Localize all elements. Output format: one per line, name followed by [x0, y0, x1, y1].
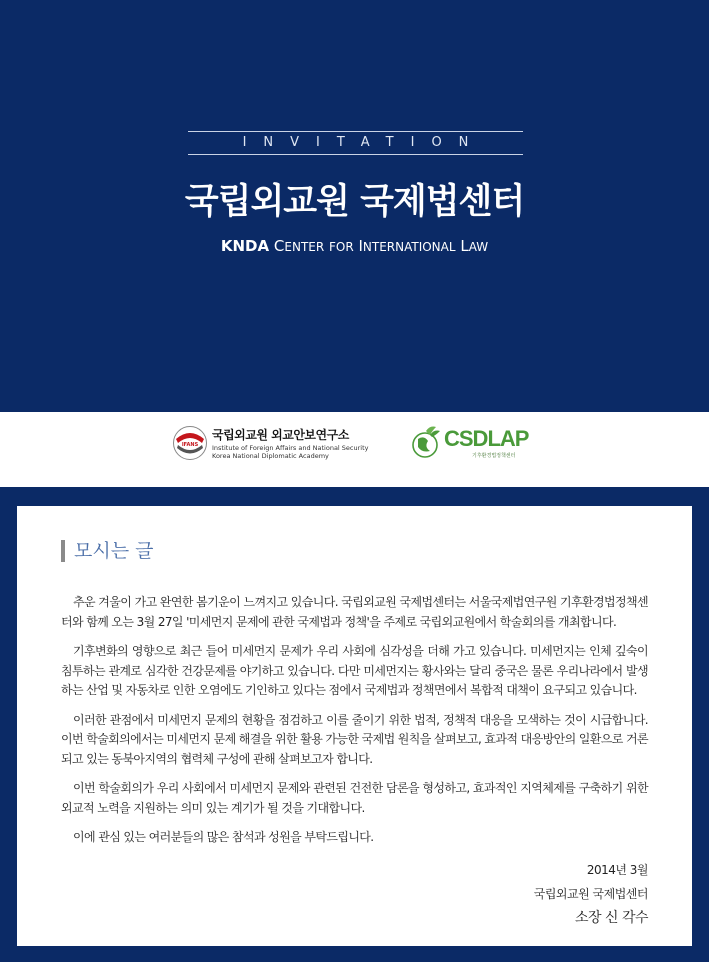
csdlap-subtitle: 기후환경법정책센터 [472, 453, 516, 459]
subtitle-word-nternational: NTERNATIONAL [362, 240, 456, 254]
ifans-logo [172, 425, 372, 469]
subtitle-cap-c: C [273, 237, 285, 255]
csdlap-logo [410, 423, 530, 467]
ifans-name-en-1: Institute of Foreign Affairs and National Security [212, 444, 369, 452]
invitation-label: INVITATION [188, 131, 523, 155]
subtitle-cap-i: I [358, 237, 363, 255]
csdlap-globe-icon [410, 423, 444, 463]
ifans-emblem-text: IFANS [181, 442, 199, 448]
ifans-name-kr: 국립외교원 외교안보연구소 [212, 428, 349, 442]
subtitle-word-for: FOR [328, 240, 354, 254]
section-heading: 모시는 글 [61, 540, 153, 562]
signature-org: 국립외교원 국제법센터 [533, 887, 648, 901]
page-subtitle [0, 237, 709, 255]
header-banner [0, 0, 709, 412]
signature-name: 소장 신 각수 [574, 910, 648, 926]
paragraph-3: 이러한 관점에서 미세먼지 문제의 현황을 점검하고 이를 줄이기 위한 법적, 정책적 대응을 모색하는 것이 시급합니다. 이번 학술회의에서는 미세먼지 문제 해결을 위한 활용 가능한 국제법 원칙을 살펴보고, 효과적 대응방안의 일환으로 거론되고 있는 동북아지역의 협력체 구성에 관해 살펴보고자 합니다. [61, 712, 648, 766]
subtitle-cap-l: L [460, 237, 469, 255]
subtitle-word-knda: KNDA [220, 237, 270, 255]
ifans-name-en-2: Korea National Diplomatic Academy [212, 452, 329, 460]
signature-block [534, 858, 648, 930]
subtitle-word-enter: ENTER [284, 240, 325, 254]
paragraph-5: 이에 관심 있는 여러분들의 많은 참석과 성원을 부탁드립니다. [73, 830, 374, 844]
paragraph-2: 기후변화의 영향으로 최근 들어 미세먼지 문제가 우리 사회에 심각성을 더해 가고 있습니다. 미세먼지는 인체 깊숙이 침투하는 관계로 심각한 건강문제를 야기하고 있습니다. 다만 미세먼지는 황사와는 달리 중국은 물론 우리나라에서 발생하는 산업 및 자동차로 인한 오염에도 기인하고 있다는 점에서 국제법과 정책면에서 복합적 대책이 요구되고 있습니다. [61, 644, 648, 697]
subtitle-word-aw: AW [468, 240, 489, 254]
letter-card [17, 506, 692, 946]
letter-body [61, 593, 648, 858]
ifans-emblem-icon [172, 425, 208, 461]
paragraph-4: 이번 학술회의가 우리 사회에서 미세먼지 문제와 관련된 건전한 담론을 형성하고, 효과적인 지역체제를 구축하기 위한 외교적 노력을 지원하는 의미 있는 계기가 될 것을 기대합니다. [61, 781, 648, 815]
letter-date: 2014년 3월 [586, 863, 648, 877]
csdlap-name: CSDLAP [444, 426, 529, 451]
page-title: 국립외교원 국제법센터 [184, 182, 525, 222]
paragraph-1: 추운 겨울이 가고 완연한 봄기운이 느껴지고 있습니다. 국립외교원 국제법센터는 서울국제법연구원 기후환경법정책센터와 함께 오는 3월 27일 '미세먼지 문제에 관한 국제법과 정책'을 주제로 국립외교원에서 학술회의를 개최합니다. [61, 595, 648, 629]
